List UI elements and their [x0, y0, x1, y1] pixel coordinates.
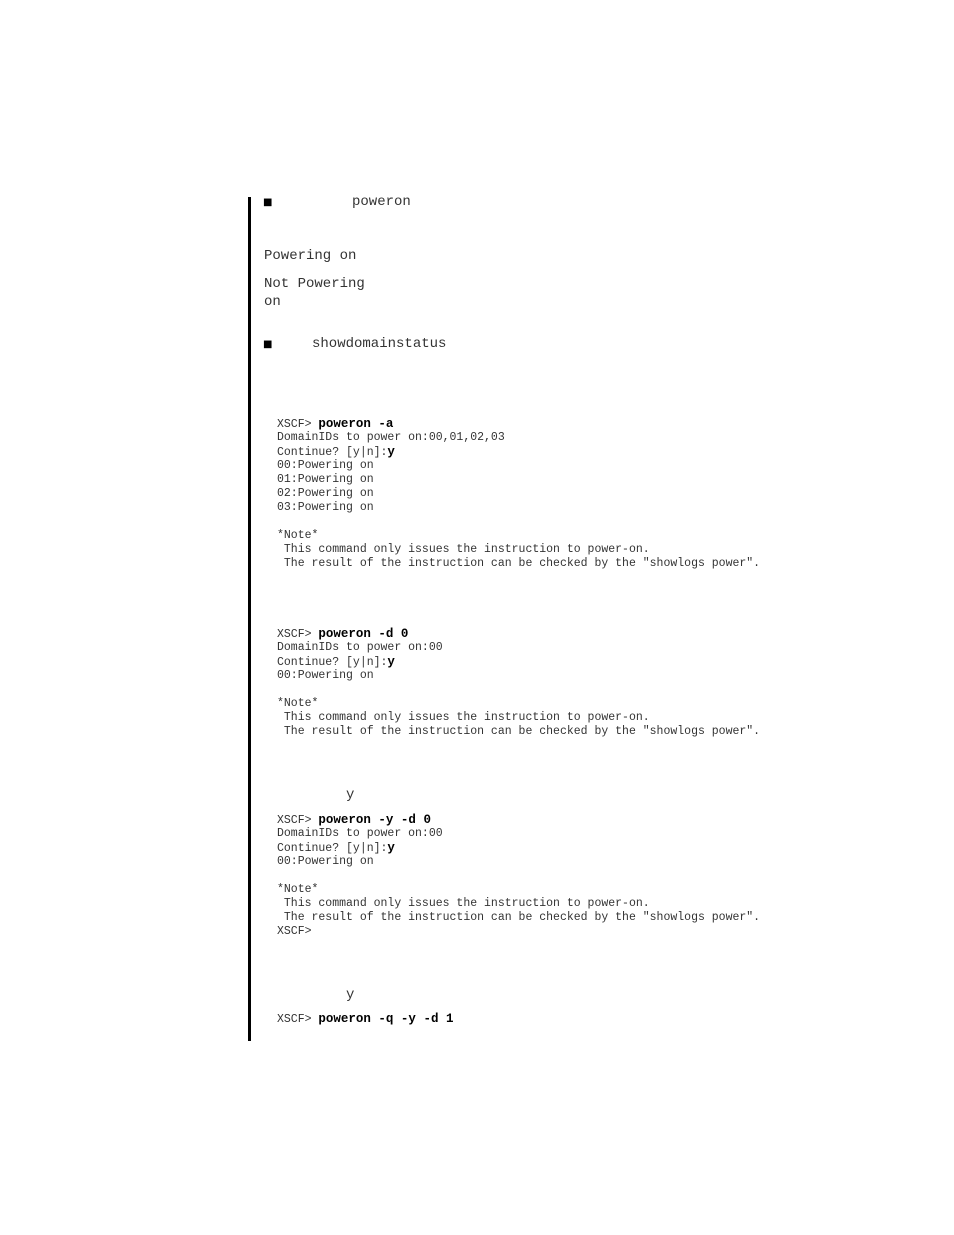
poweron-command-term: poweron	[352, 194, 411, 210]
note-line: The result of the instruction can be checked by the "showlogs power".	[277, 911, 761, 924]
square-bullet-icon: ■	[263, 339, 273, 350]
option-label-y: y	[346, 987, 355, 1003]
note-title: *Note*	[277, 883, 319, 896]
code-example-3	[277, 813, 760, 939]
note-line: The result of the instruction can be checked by the "showlogs power".	[277, 557, 761, 570]
note-line: The result of the instruction can be checked by the "showlogs power".	[277, 725, 761, 738]
code-example-2	[277, 627, 760, 739]
result-line: 03:Powering on	[277, 501, 374, 514]
output-line: DomainIDs to power on:00	[277, 641, 443, 654]
result-line: 00:Powering on	[277, 669, 374, 682]
output-line: DomainIDs to power on:00	[277, 827, 443, 840]
command-line: XSCF> poweron -a	[277, 417, 394, 431]
output-line: DomainIDs to power on:00,01,02,03	[277, 431, 505, 444]
status-powering-on: Powering on	[264, 248, 357, 264]
square-bullet-icon: ■	[263, 197, 273, 208]
status-not-powering-on-line2: on	[264, 294, 281, 310]
command-line: XSCF> poweron -q -y -d 1	[277, 1012, 454, 1026]
code-example-1	[277, 417, 760, 571]
note-title: *Note*	[277, 697, 319, 710]
confirm-line: Continue? [y|n]:y	[277, 445, 395, 459]
option-label-y: y	[346, 787, 355, 803]
showdomainstatus-command-term: showdomainstatus	[312, 336, 447, 352]
status-not-powering-on-line1: Not Powering	[264, 276, 365, 292]
change-bar	[248, 197, 251, 1041]
note-title: *Note*	[277, 529, 319, 542]
command-line: XSCF> poweron -y -d 0	[277, 813, 431, 827]
code-example-4	[277, 1012, 453, 1026]
command-line: XSCF> poweron -d 0	[277, 627, 409, 641]
note-line: This command only issues the instruction to power-on.	[277, 897, 650, 910]
confirm-line: Continue? [y|n]:y	[277, 841, 395, 855]
trailing-prompt: XSCF>	[277, 925, 312, 938]
result-line: 01:Powering on	[277, 473, 374, 486]
confirm-line: Continue? [y|n]:y	[277, 655, 395, 669]
result-line: 00:Powering on	[277, 855, 374, 868]
note-line: This command only issues the instruction to power-on.	[277, 543, 650, 556]
result-line: 00:Powering on	[277, 459, 374, 472]
result-line: 02:Powering on	[277, 487, 374, 500]
note-line: This command only issues the instruction to power-on.	[277, 711, 650, 724]
